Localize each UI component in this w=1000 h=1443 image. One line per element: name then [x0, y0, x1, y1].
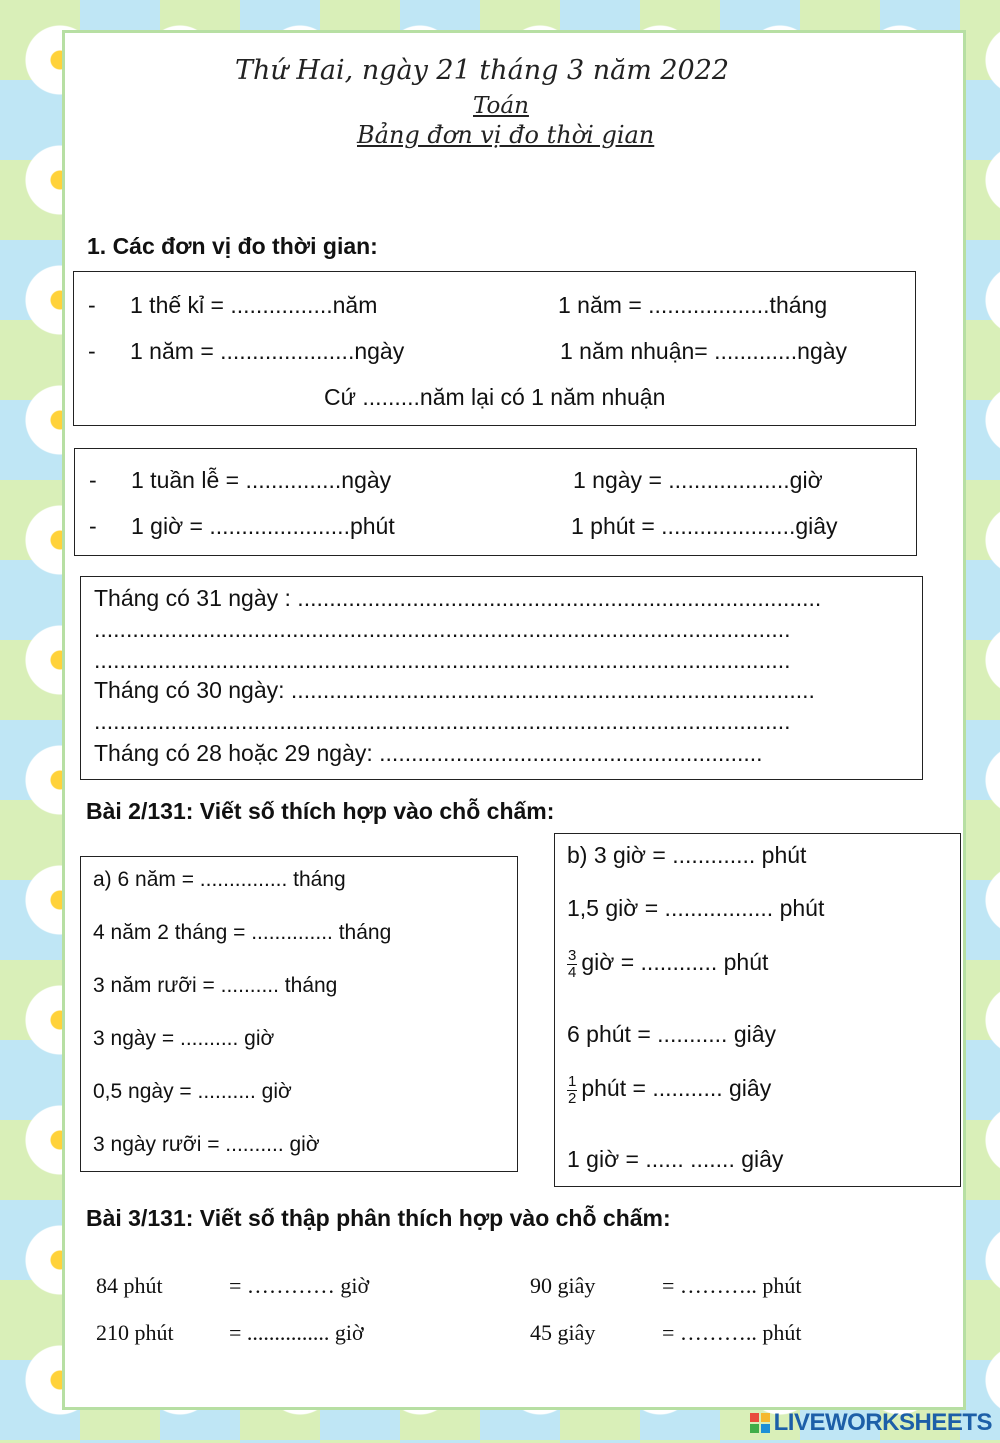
fraction-numerator: 3 [568, 947, 577, 964]
exercise-item[interactable]: 6 phút = ........... giây [567, 1021, 777, 1047]
liveworksheets-wordmark: LIVEWORKSHEETS [773, 1409, 992, 1436]
leap-year-cycle-line[interactable]: Cứ .........năm lại có 1 năm nhuận [324, 384, 666, 410]
fraction-denominator: 2 [568, 1090, 577, 1107]
exercise-item[interactable]: 3 năm rưỡi = .......... tháng [93, 974, 338, 997]
date-line: Thứ Hai, ngày 21 tháng 3 năm 2022 [235, 55, 730, 86]
week-days-line[interactable]: 1 tuần lễ = ...............ngày [131, 467, 392, 493]
fraction-denominator: 4 [568, 964, 577, 981]
subject-title: Toán [473, 93, 529, 119]
dash: - [88, 292, 96, 318]
minute-seconds-line[interactable]: 1 phút = .....................giây [571, 513, 838, 539]
exercise-item[interactable] [567, 948, 768, 980]
february-line[interactable]: Tháng có 28 hoặc 29 ngày: ............................................................ [94, 740, 763, 766]
day-units-box [74, 448, 917, 556]
hour-minutes-line[interactable]: 1 giờ = ......................phút [131, 513, 395, 539]
exercise-text: giờ = ............ phút [581, 949, 769, 976]
months-box [80, 576, 923, 780]
exercise-item[interactable]: 1 giờ = ...... ....... giây [567, 1146, 784, 1172]
bai2-heading: Bài 2/131: Viết số thích hợp vào chỗ chấm: [86, 798, 555, 824]
exercise-item[interactable]: 4 năm 2 tháng = .............. tháng [93, 921, 392, 944]
century-line[interactable]: 1 thế kỉ = ................năm [130, 292, 378, 318]
exercise-item[interactable]: 3 ngày rưỡi = .......... giờ [93, 1133, 320, 1156]
fraction-three-quarters [567, 948, 577, 980]
months-31-continued-line[interactable]: ............................................................................................................. [94, 647, 791, 673]
year-units-box [73, 271, 916, 426]
leap-year-days-line[interactable]: 1 năm nhuận= .............ngày [560, 338, 848, 364]
bai3-item-label: 90 giây [530, 1273, 596, 1298]
dash: - [89, 513, 97, 539]
bai3-item-label: 45 giây [530, 1320, 596, 1345]
months-31-line[interactable]: Tháng có 31 ngày : .................................................................................. [94, 585, 822, 611]
months-30-continued-line[interactable]: ............................................................................................................. [94, 708, 791, 734]
fraction-one-half [567, 1074, 577, 1106]
months-31-continued-line[interactable]: ............................................................................................................. [94, 616, 791, 642]
section1-heading: 1. Các đơn vị đo thời gian: [87, 233, 378, 259]
exercise-item[interactable]: 3 ngày = .......... giờ [93, 1027, 275, 1050]
lesson-title: Bảng đơn vị đo thời gian [357, 121, 655, 149]
day-hours-line[interactable]: 1 ngày = ...................giờ [573, 467, 823, 493]
year-days-line[interactable]: 1 năm = .....................ngày [130, 338, 405, 364]
exercise-item[interactable]: b) 3 giờ = ............. phút [567, 842, 807, 868]
bai3-heading: Bài 3/131: Viết số thập phân thích hợp vào chỗ chấm: [86, 1205, 671, 1231]
bai2-part-b-box [554, 833, 961, 1187]
dash: - [88, 338, 96, 364]
exercise-item[interactable] [567, 1074, 771, 1106]
dash: - [89, 467, 97, 493]
exercise-text: phút = ........... giây [581, 1075, 772, 1102]
bai3-item-label: 84 phút [96, 1273, 163, 1298]
liveworksheets-logo [750, 1409, 992, 1437]
bai3-item-answer[interactable]: = ……….. phút [662, 1273, 802, 1298]
bai3-item-answer[interactable]: = ............... giờ [229, 1320, 364, 1345]
liveworksheets-logo-icon [750, 1413, 770, 1433]
exercise-item[interactable]: 0,5 ngày = .......... giờ [93, 1080, 292, 1103]
exercise-item[interactable]: a) 6 năm = ............... tháng [93, 868, 346, 891]
bai2-part-a-box [80, 856, 518, 1172]
bai3-item-label: 210 phút [96, 1320, 174, 1345]
fraction-numerator: 1 [568, 1073, 577, 1090]
exercise-item[interactable]: 1,5 giờ = ................. phút [567, 895, 825, 921]
bai3-item-answer[interactable]: = ……….. phút [662, 1320, 802, 1345]
worksheet-page [62, 30, 966, 1410]
bai3-item-answer[interactable]: = ………… giờ [229, 1273, 370, 1298]
months-30-line[interactable]: Tháng có 30 ngày: .................................................................................. [94, 677, 815, 703]
year-months-line[interactable]: 1 năm = ...................tháng [558, 292, 828, 318]
